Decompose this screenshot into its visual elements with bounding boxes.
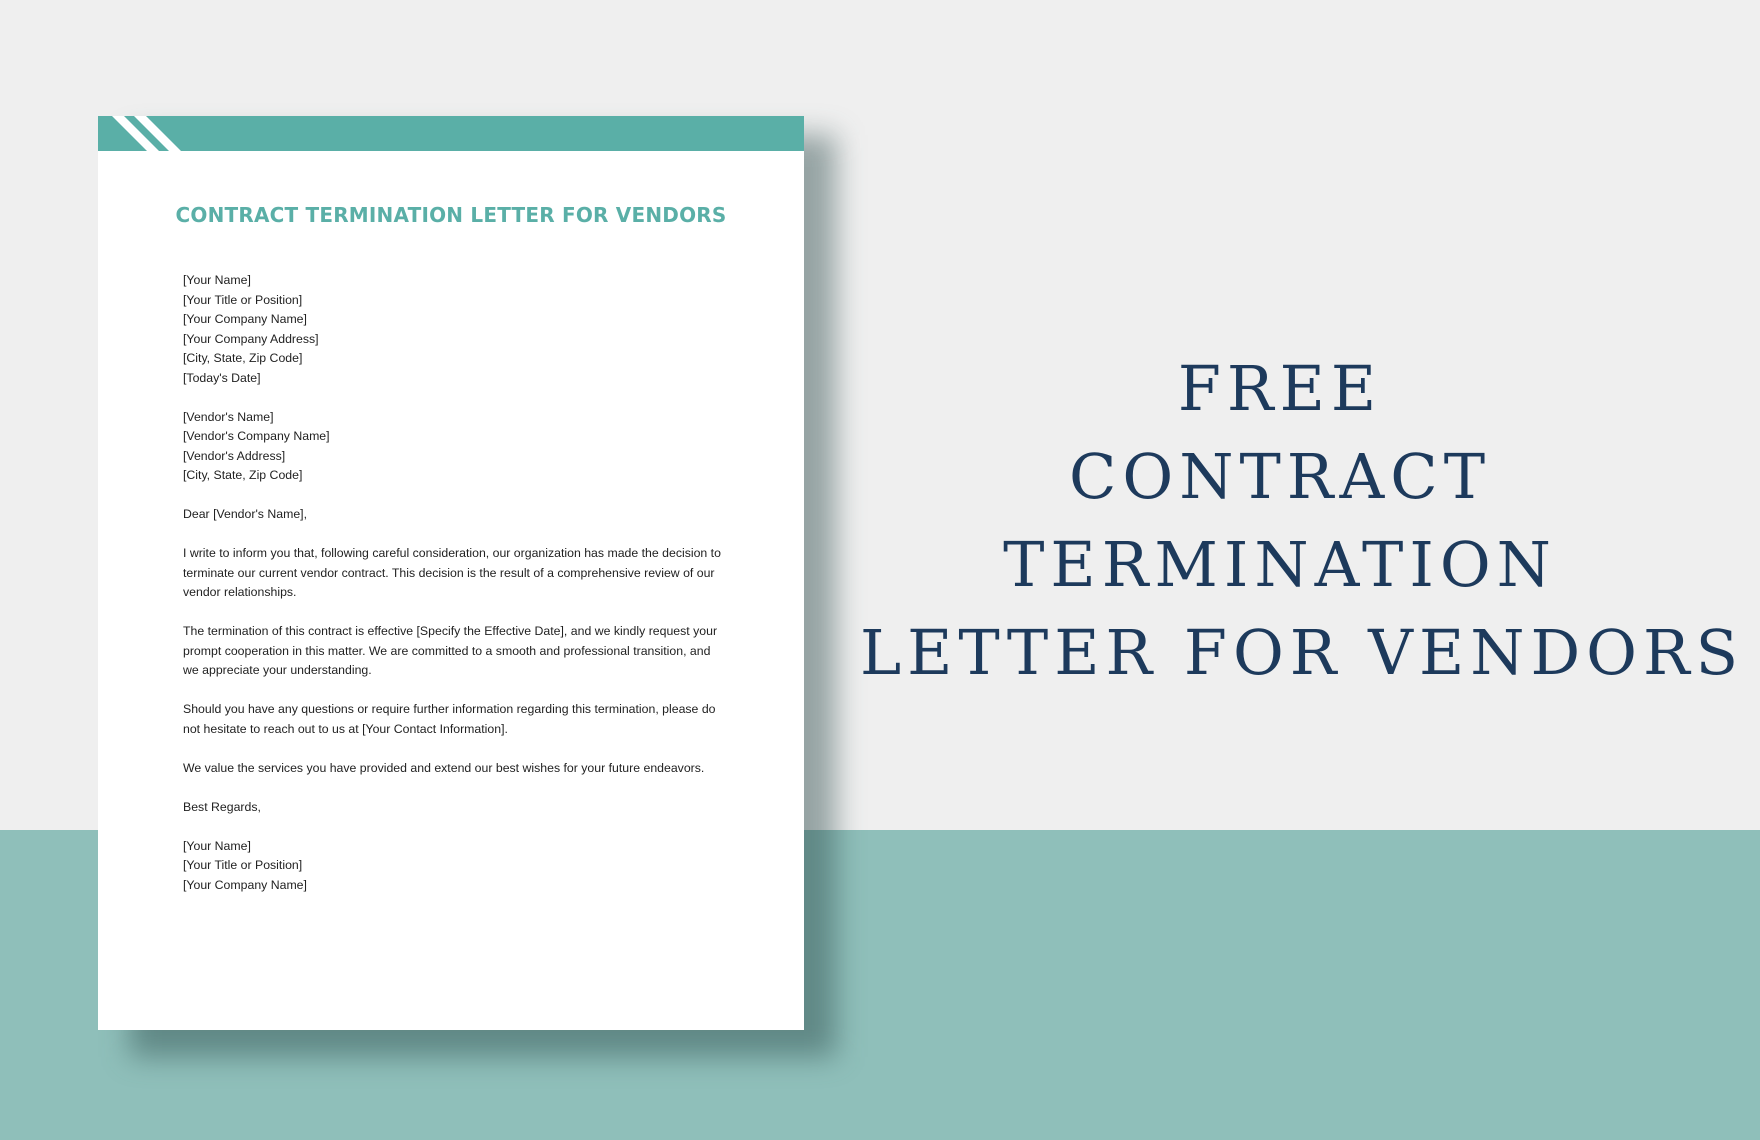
- body-paragraph: We value the services you have provided and extend our best wishes for your future endeavors.: [183, 760, 705, 775]
- signature-title: [Your Title or Position]: [183, 858, 303, 872]
- diagonal-stripes-icon: [98, 116, 208, 151]
- letter-date: [Today's Date]: [183, 370, 261, 385]
- body-paragraph: Should you have any questions or require further information regarding this termination, please do not hesitate to reach out to us at [Your Contact Information].: [183, 702, 716, 736]
- letter-document: [98, 116, 804, 1030]
- promo-line-contract: CONTRACT: [1068, 440, 1492, 513]
- promo-line-termination: TERMINATION: [1003, 528, 1557, 601]
- sender-city: [City, State, Zip Code]: [183, 351, 303, 365]
- sender-block: [183, 271, 723, 388]
- sender-title: [Your Title or Position]: [183, 292, 303, 307]
- recipient-city: [City, State, Zip Code]: [183, 468, 303, 482]
- letter-title: CONTRACT TERMINATION LETTER FOR VENDORS: [175, 203, 727, 227]
- closing: Best Regards,: [183, 799, 261, 814]
- signature-name: [Your Name]: [183, 838, 251, 853]
- recipient-company: [Vendor's Company Name]: [183, 429, 330, 443]
- recipient-address: [Vendor's Address]: [183, 448, 286, 463]
- body-paragraph: I write to inform you that, following careful consideration, our organization has made the decision to terminate our current vendor contract. This decision is the result of a comprehensive review of our vendor relationships.: [183, 546, 721, 599]
- signature-block: [183, 837, 723, 896]
- promo-line-letter-for-vendors: LETTER FOR VENDORS: [860, 616, 1745, 689]
- promo-line-free: FREE: [1177, 352, 1383, 425]
- sender-company: [Your Company Name]: [183, 312, 307, 326]
- recipient-name: [Vendor's Name]: [183, 409, 274, 424]
- recipient-block: [183, 408, 723, 486]
- signature-company: [Your Company Name]: [183, 877, 307, 892]
- page-header-bar: [98, 116, 804, 151]
- letter-body: [183, 271, 723, 895]
- sender-address: [Your Company Address]: [183, 331, 319, 346]
- sender-name: [Your Name]: [183, 273, 251, 287]
- promo-title: [860, 345, 1745, 697]
- salutation: Dear [Vendor's Name],: [183, 507, 308, 521]
- body-paragraph: The termination of this contract is effective [Specify the Effective Date], and we kindly request your prompt cooperation in this matter. We are committed to a smooth and professional transition, and we appreciate your understanding.: [183, 624, 718, 677]
